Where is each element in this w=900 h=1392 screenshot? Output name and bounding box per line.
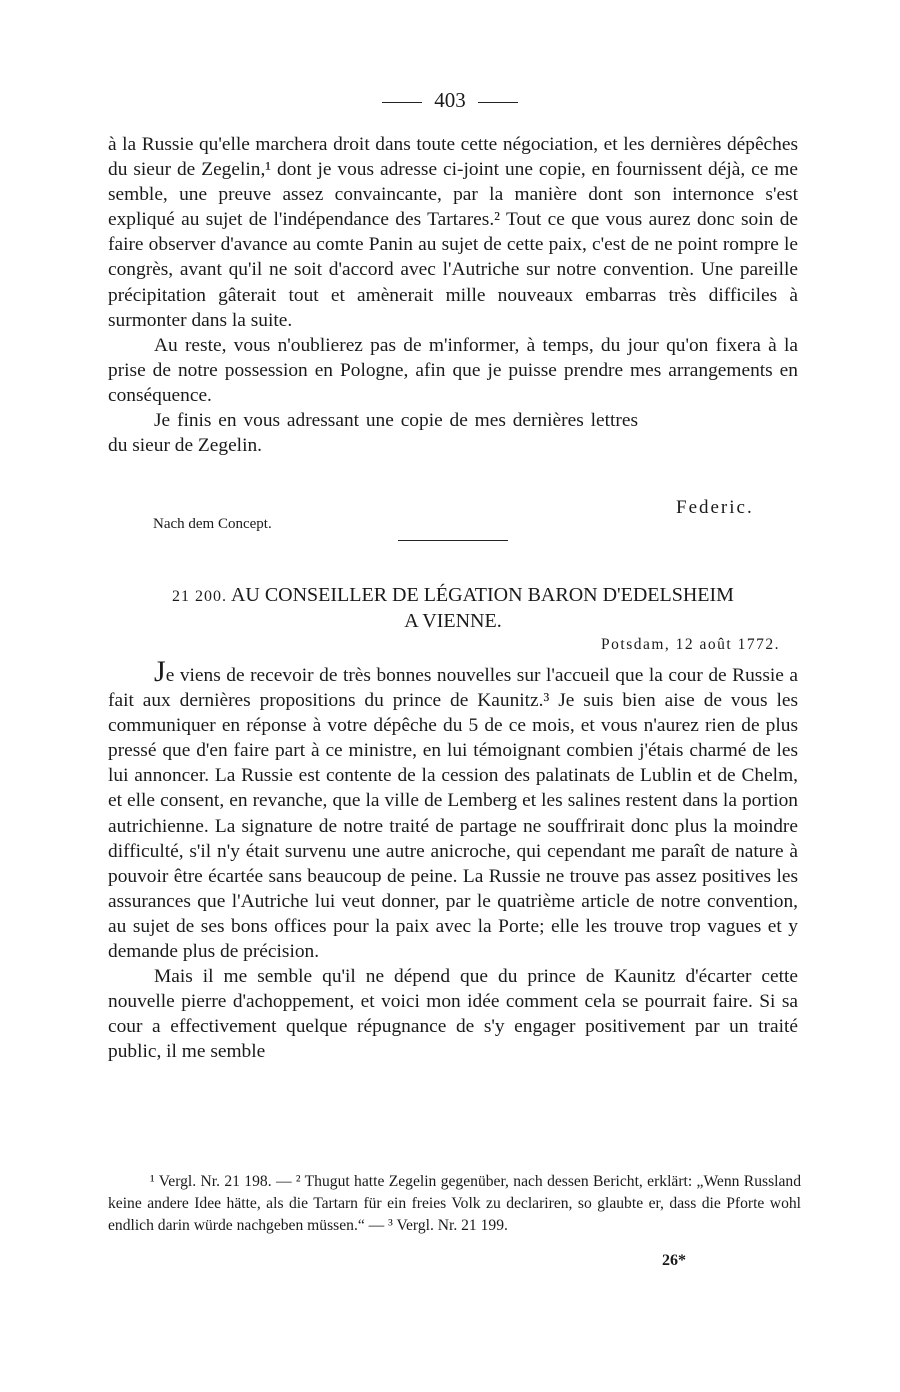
dateline: Potsdam, 12 août 1772. xyxy=(601,636,780,653)
printer-signature-mark: 26* xyxy=(662,1252,686,1269)
heading-line-2: A VIENNE. xyxy=(404,610,502,632)
paragraph: Je finis en vous adressant une copie de mes dernières lettres du sieur de Zegelin. xyxy=(108,410,638,457)
letter-continuation xyxy=(108,132,798,458)
drop-cap: J xyxy=(154,655,166,688)
paragraph: Mais il me semble qu'il ne dépend que du prince de Kaunitz d'écarter cette nouvelle pierre d'achoppement, et voici mon idée comment cela se pourrait faire. Si sa cour a effectivement quelque répugnance de s'y engager positivement par un traité public, il me semble xyxy=(108,966,798,1063)
letter-signature: Federic. xyxy=(676,497,754,518)
paragraph: Au reste, vous n'oublierez pas de m'informer, à temps, du jour qu'on fixera à la prise de notre possession en Pologne, afin que je puisse prendre mes arrangements en conséquence. xyxy=(108,334,798,406)
heading-line-1: AU CONSEILLER DE LÉGATION BARON D'EDELSHEIM xyxy=(230,584,734,606)
letter-body xyxy=(108,655,798,1065)
paragraph: à la Russie qu'elle marchera droit dans toute cette négociation, et les dernières dépêches du sieur de Zegelin,¹ dont je vous adresse ci-joint une copie, en fournissent déjà, ce me semble, une preuve assez convaincante, par la manière dont son internonce s'est expliqué au sujet de l'indépendance des Tartares.² Tout ce que vous aurez donc soin de faire observer d'avance au comte Panin au sujet de cette paix, c'est de ne point rompre le congrès, avant qu'il ne soit d'accord avec l'Autriche sur notre convention. Une pareille précipitation gâterait tout et amènerait mille nouveaux embarras très difficiles à surmonter dans la suite. xyxy=(108,134,798,331)
footnote-text: ¹ Vergl. Nr. 21 198. — ² Thugut hatte Zegelin gegenüber, nach dessen Bericht, erklärt: „Wenn Russland keine andere Idee hätte, als die Tartarn für ein freies Volk zu declariren, so glaubte er, dass die Pforte wohl endlich darin würde nachgeben müssen.“ — ³ Vergl. Nr. 21 199. xyxy=(108,1173,801,1234)
letter-heading xyxy=(108,583,798,633)
section-divider xyxy=(398,540,508,541)
letter-number: 21 200. xyxy=(172,588,228,605)
source-note: Nach dem Concept. xyxy=(153,516,272,532)
paragraph xyxy=(108,655,798,964)
header-dash-left xyxy=(382,102,422,103)
header-dash-right xyxy=(478,102,518,103)
footnotes xyxy=(108,1171,801,1237)
paragraph-text: e viens de recevoir de très bonnes nouvelles sur l'accueil que la cour de Russie a fait aux dernières propositions du prince de Kaunitz.³ Je suis bien aise de vous les communiquer en réponse à votre dépêche du 5 de ce mois, et vous n'aurez rien de plus pressé que d'en faire part à ce ministre, en lui témoignant combien j'étais charmé de les lui annoncer. La Russie est contente de la cession des palatinats de Lublin et de Chelm, et elle consent, en revanche, que la ville de Lemberg et les salines restent dans la portion autrichienne. La signature de notre traité de partage ne souffrirait donc plus la moindre difficulté, s'il n'y était survenu une autre anicroche, qui cependant me paraît de nature à pouvoir être écartée sans beaucoup de peine. La Russie ne trouve pas assez positives les assurances que l'Autriche lui veut donner, par le quatrième article de notre convention, au sujet de ses bons offices pour la paix avec la Porte; elle les trouve trop vagues et y demande plus de précision. xyxy=(108,665,798,963)
page-number: 403 xyxy=(434,88,466,112)
page-number-header xyxy=(0,88,900,113)
